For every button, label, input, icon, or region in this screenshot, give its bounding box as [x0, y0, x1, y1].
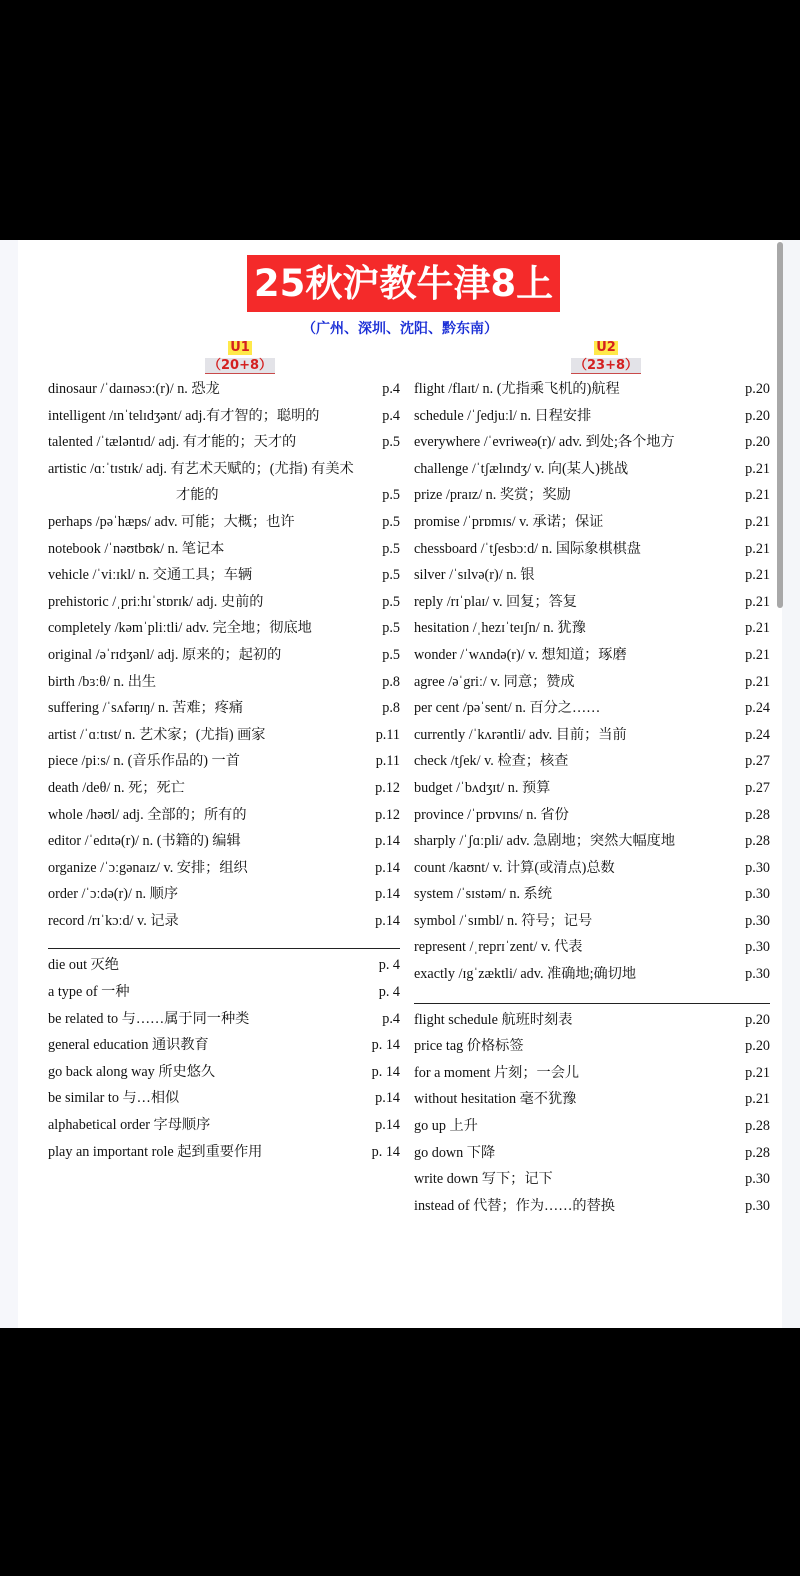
word-entry-page-ref: p.8: [382, 700, 400, 717]
unit-count-u2: （23+8）: [571, 358, 641, 374]
phrase-entry: [48, 1139, 400, 1166]
phrase-entry-page-ref: p. 14: [371, 1037, 400, 1054]
word-entry-text: notebook /ˈnəʊtbʊk/ n. 笔记本: [48, 540, 225, 557]
phrase-entry-text: be related to 与……属于同一种类: [48, 1010, 250, 1027]
word-entry-text: hesitation /ˌhezɪˈteɪʃn/ n. 犹豫: [414, 620, 586, 637]
word-entry-text: order /ˈɔːdə(r)/ n. 顺序: [48, 886, 179, 903]
document-page: [18, 240, 782, 1328]
word-entry-page-ref: p.28: [745, 806, 770, 823]
phrase-entry-text: play an important role 起到重要作用: [48, 1143, 263, 1160]
vertical-scrollbar-track[interactable]: [782, 240, 792, 1328]
word-list-u1: [48, 376, 400, 934]
word-entry: [414, 775, 770, 802]
word-entry-text: birth /bɜːθ/ n. 出生: [48, 673, 157, 690]
word-entry: [414, 881, 770, 908]
word-entry-page-ref: p.24: [745, 700, 770, 717]
word-entry: [48, 775, 400, 802]
word-entry: [48, 403, 400, 430]
word-entry-text: represent /ˌreprɪˈzent/ v. 代表: [414, 939, 583, 956]
phrase-entry-text: for a moment 片刻；一会儿: [414, 1064, 580, 1081]
phrase-entry: [414, 1033, 770, 1060]
phrase-entry-page-ref: p.14: [375, 1117, 400, 1134]
word-entry-text: everywhere /ˈevriweə(r)/ adv. 到处;各个地方: [414, 434, 675, 451]
word-entry: [414, 562, 770, 589]
word-entry-page-ref: p.20: [745, 407, 770, 424]
word-entry: [414, 695, 770, 722]
word-entry-text: whole /həʊl/ adj. 全部的；所有的: [48, 806, 247, 823]
phrase-entry-text: go back along way 所史悠久: [48, 1063, 216, 1080]
word-entry-text: chessboard /ˈtʃesbɔːd/ n. 国际象棋棋盘: [414, 540, 641, 557]
phrase-entry-text: general education 通识教育: [48, 1037, 209, 1054]
phrase-entry-text: go down 下降: [414, 1144, 496, 1161]
word-entry-text: currently /ˈkʌrəntli/ adv. 目前；当前: [414, 726, 627, 743]
page-title: 25秋沪教牛津8上: [253, 262, 554, 305]
word-entry: [48, 509, 400, 536]
word-entry-page-ref: p.12: [375, 806, 400, 823]
vocabulary-column-u2: [414, 376, 770, 1219]
word-entry-page-ref: p.30: [745, 859, 770, 876]
phrase-entry-page-ref: p.20: [745, 1038, 770, 1055]
subtitle: （广州、深圳、沈阳、黔东南）: [302, 321, 498, 337]
phrase-entry-text: alphabetical order 字母顺序: [48, 1117, 211, 1134]
phrase-entry: [414, 1007, 770, 1034]
word-entry: [48, 429, 400, 456]
word-entry-text: original /əˈrɪdʒənl/ adj. 原来的；起初的: [48, 646, 282, 663]
word-entry-text: agree /əˈgriː/ v. 同意；赞成: [414, 673, 575, 690]
phrase-entry: [414, 1193, 770, 1220]
phrase-entry-text: a type of 一种: [48, 984, 130, 1001]
word-entry-text: schedule /ˈʃedjuːl/ n. 日程安排: [414, 407, 592, 424]
word-entry-page-ref: p.5: [382, 620, 400, 637]
phrase-entry-text: die out 灭绝: [48, 957, 119, 974]
word-entry: [414, 934, 770, 961]
phrase-entry: [48, 1059, 400, 1086]
word-entry-text: intelligent /ɪnˈtelɪdʒənt/ adj.有才智的；聪明的: [48, 407, 320, 424]
word-entry-page-ref: p.21: [745, 487, 770, 504]
word-entry: [414, 961, 770, 988]
word-entry: [414, 482, 770, 509]
word-entry-page-ref: p.21: [745, 620, 770, 637]
word-entry-page-ref: p.4: [382, 381, 400, 397]
document-viewport[interactable]: [0, 240, 800, 1328]
phrase-entry-text: flight schedule 航班时刻表: [414, 1011, 573, 1028]
phrase-entry: [414, 1086, 770, 1113]
word-entry-text: symbol /ˈsɪmbl/ n. 符号；记号: [414, 912, 593, 929]
phrase-entry-page-ref: p. 4: [378, 984, 400, 1001]
word-entry: [414, 536, 770, 563]
phrase-entry-page-ref: p. 4: [378, 957, 400, 974]
word-entry-page-ref: p.4: [382, 407, 400, 424]
word-entry-page-ref: p.20: [745, 381, 770, 397]
word-entry-text: province /ˈprɒvɪns/ n. 省份: [414, 806, 569, 823]
word-entry-page-ref: p.5: [382, 513, 400, 530]
vocabulary-column-u1: [48, 376, 400, 1165]
phrase-entry-text: price tag 价格标签: [414, 1038, 524, 1055]
word-entry-text: flight /flaɪt/ n. (尤指乘飞机的)航程: [414, 381, 620, 397]
phrase-entry-text: instead of 代替；作为……的替换: [414, 1197, 615, 1214]
phrase-entry-page-ref: p. 14: [371, 1063, 400, 1080]
page-left-gutter: [0, 240, 18, 1328]
word-entry: [48, 669, 400, 696]
word-entry-text: reply /rɪˈplaɪ/ v. 回复；答复: [414, 593, 577, 610]
unit-count-u1: （20+8）: [205, 358, 275, 374]
word-list-u2: [414, 376, 770, 988]
word-entry-page-ref: p.30: [745, 912, 770, 929]
word-entry: [414, 376, 770, 403]
phrase-entry: [48, 1032, 400, 1059]
word-entry: [414, 615, 770, 642]
word-entry-text: wonder /ˈwʌndə(r)/ v. 想知道；琢磨: [414, 646, 627, 663]
word-entry: [48, 536, 400, 563]
word-entry: [48, 482, 400, 509]
unit-badge-u1: [195, 338, 285, 374]
word-entry-text: per cent /pəˈsent/ n. 百分之……: [414, 700, 601, 717]
word-entry: [48, 562, 400, 589]
phrase-entry: [48, 979, 400, 1006]
section-divider-right: [414, 1003, 770, 1004]
word-entry-page-ref: p.27: [745, 779, 770, 796]
word-entry-text: count /kaʊnt/ v. 计算(或清点)总数: [414, 859, 615, 876]
phrase-entry: [48, 952, 400, 979]
word-entry-text: artist /ˈɑːtɪst/ n. 艺术家；(尤指) 画家: [48, 726, 266, 743]
phrase-entry-page-ref: p. 14: [371, 1143, 400, 1160]
phrase-list-u1: [48, 952, 400, 1165]
word-entry: [414, 456, 770, 483]
word-entry-page-ref: p.21: [745, 460, 770, 477]
word-entry-text: vehicle /ˈviːɪkl/ n. 交通工具；车辆: [48, 567, 253, 584]
word-entry-page-ref: p.21: [745, 593, 770, 610]
word-entry-text: prize /praɪz/ n. 奖赏；奖励: [414, 487, 571, 504]
title-banner: [247, 255, 560, 312]
word-entry: [48, 589, 400, 616]
word-entry-page-ref: p.11: [375, 726, 400, 743]
phrase-entry: [414, 1060, 770, 1087]
word-entry: [414, 403, 770, 430]
word-entry-text: system /ˈsɪstəm/ n. 系统: [414, 886, 552, 903]
word-entry-text: death /deθ/ n. 死；死亡: [48, 779, 185, 796]
word-entry-page-ref: p.28: [745, 833, 770, 850]
word-entry: [414, 855, 770, 882]
word-entry-page-ref: p.14: [375, 859, 400, 876]
word-entry-page-ref: p.5: [382, 593, 400, 610]
phrase-entry-page-ref: p.20: [745, 1011, 770, 1028]
word-entry-text: challenge /ˈtʃælɪndʒ/ v. 向(某人)挑战: [414, 460, 629, 477]
phrase-entry-page-ref: p.21: [745, 1091, 770, 1108]
letterbox-bottom: [0, 1328, 800, 1576]
word-entry-page-ref: p.21: [745, 646, 770, 663]
word-entry: [414, 429, 770, 456]
word-entry: [48, 722, 400, 749]
word-entry-page-ref: p.5: [382, 567, 400, 584]
word-entry: [48, 615, 400, 642]
word-entry-page-ref: p.30: [745, 939, 770, 956]
letterbox-top: [0, 0, 800, 240]
word-entry: [48, 828, 400, 855]
word-entry-page-ref: p.21: [745, 513, 770, 530]
unit-badge-u2: [561, 338, 651, 374]
phrase-entry-page-ref: p.30: [745, 1197, 770, 1214]
word-entry: [48, 802, 400, 829]
word-entry: [414, 589, 770, 616]
word-entry-page-ref: p.24: [745, 726, 770, 743]
word-entry: [414, 722, 770, 749]
word-entry-text: sharply /ˈʃɑːpli/ adv. 急剧地；突然大幅度地: [414, 833, 676, 850]
phrase-entry: [414, 1166, 770, 1193]
word-entry-page-ref: p.21: [745, 567, 770, 584]
phrase-entry-page-ref: p.4: [382, 1010, 400, 1027]
word-entry-page-ref: p.11: [375, 753, 400, 770]
phrase-entry-text: write down 写下；记下: [414, 1171, 553, 1188]
section-divider-left: [48, 948, 400, 949]
word-entry-text: editor /ˈedɪtə(r)/ n. (书籍的) 编辑: [48, 833, 241, 850]
word-entry-page-ref: p.5: [382, 646, 400, 663]
word-entry-text: dinosaur /ˈdaɪnəsɔː(r)/ n. 恐龙: [48, 381, 220, 397]
word-entry-page-ref: p.5: [382, 540, 400, 557]
word-entry-text: prehistoric /ˌpriːhɪˈstɒrɪk/ adj. 史前的: [48, 593, 264, 610]
word-entry-text: talented /ˈtæləntɪd/ adj. 有才能的；天才的: [48, 434, 297, 451]
word-entry-page-ref: p.30: [745, 966, 770, 983]
word-entry: [414, 669, 770, 696]
word-entry: [414, 802, 770, 829]
phrase-entry-page-ref: p.28: [745, 1118, 770, 1135]
word-entry-page-ref: p.21: [745, 540, 770, 557]
word-entry: [414, 748, 770, 775]
word-entry: [48, 855, 400, 882]
phrase-entry-text: without hesitation 毫不犹豫: [414, 1091, 577, 1108]
word-entry: [414, 509, 770, 536]
word-entry-page-ref: p.14: [375, 833, 400, 850]
word-entry: [48, 748, 400, 775]
phrase-entry-text: be similar to 与…相似: [48, 1090, 180, 1107]
word-entry: [414, 828, 770, 855]
word-entry-page-ref: p.27: [745, 753, 770, 770]
word-entry-text: record /rɪˈkɔːd/ v. 记录: [48, 912, 179, 929]
phrase-entry: [48, 1006, 400, 1033]
phrase-entry-page-ref: p.30: [745, 1171, 770, 1188]
word-entry: [48, 642, 400, 669]
word-entry-text: completely /kəmˈpliːtli/ adv. 完全地；彻底地: [48, 620, 312, 637]
word-entry-page-ref: p.8: [382, 673, 400, 690]
unit-code-u2: U2: [596, 340, 616, 355]
word-entry-text: piece /piːs/ n. (音乐作品的) 一首: [48, 753, 240, 770]
phrase-list-u2: [414, 1007, 770, 1220]
word-entry-text: suffering /ˈsʌfərɪŋ/ n. 苦难；疼痛: [48, 700, 244, 717]
word-entry: [48, 881, 400, 908]
phrase-entry: [414, 1113, 770, 1140]
word-entry-page-ref: p.14: [375, 912, 400, 929]
word-entry-text: exactly /ɪgˈzæktli/ adv. 准确地;确切地: [414, 966, 637, 983]
vertical-scrollbar-thumb[interactable]: [777, 242, 783, 608]
word-entry-text: promise /ˈprɒmɪs/ v. 承诺；保证: [414, 513, 604, 530]
word-entry-page-ref: p.20: [745, 434, 770, 451]
phrase-entry-page-ref: p.21: [745, 1064, 770, 1081]
phrase-entry-page-ref: p.28: [745, 1144, 770, 1161]
word-entry-text: 才能的: [176, 487, 219, 504]
phrase-entry: [48, 1085, 400, 1112]
word-entry: [48, 376, 400, 403]
word-entry: [414, 908, 770, 935]
unit-code-u1: U1: [230, 340, 250, 355]
word-entry: [48, 695, 400, 722]
word-entry-page-ref: p.14: [375, 886, 400, 903]
phrase-entry: [48, 1112, 400, 1139]
word-entry: [48, 908, 400, 935]
word-entry-text: silver /ˈsɪlvə(r)/ n. 银: [414, 567, 535, 584]
word-entry-page-ref: p.21: [745, 673, 770, 690]
word-entry: [48, 456, 400, 483]
word-entry-page-ref: p.5: [382, 434, 400, 451]
word-entry-page-ref: p.12: [375, 779, 400, 796]
word-entry-text: budget /ˈbʌdʒɪt/ n. 预算: [414, 779, 551, 796]
word-entry-page-ref: p.5: [382, 487, 400, 504]
word-entry-text: perhaps /pəˈhæps/ adv. 可能；大概；也许: [48, 513, 295, 530]
word-entry-text: artistic /ɑːˈtɪstɪk/ adj. 有艺术天赋的；(尤指) 有美术: [48, 460, 354, 477]
phrase-entry-text: go up 上升: [414, 1118, 478, 1135]
word-entry-page-ref: p.30: [745, 886, 770, 903]
word-entry-text: organize /ˈɔːgənaɪz/ v. 安排；组织: [48, 859, 248, 876]
word-entry: [414, 642, 770, 669]
word-entry-text: check /tʃek/ v. 检查；核查: [414, 753, 569, 770]
phrase-entry: [414, 1140, 770, 1167]
phrase-entry-page-ref: p.14: [375, 1090, 400, 1107]
